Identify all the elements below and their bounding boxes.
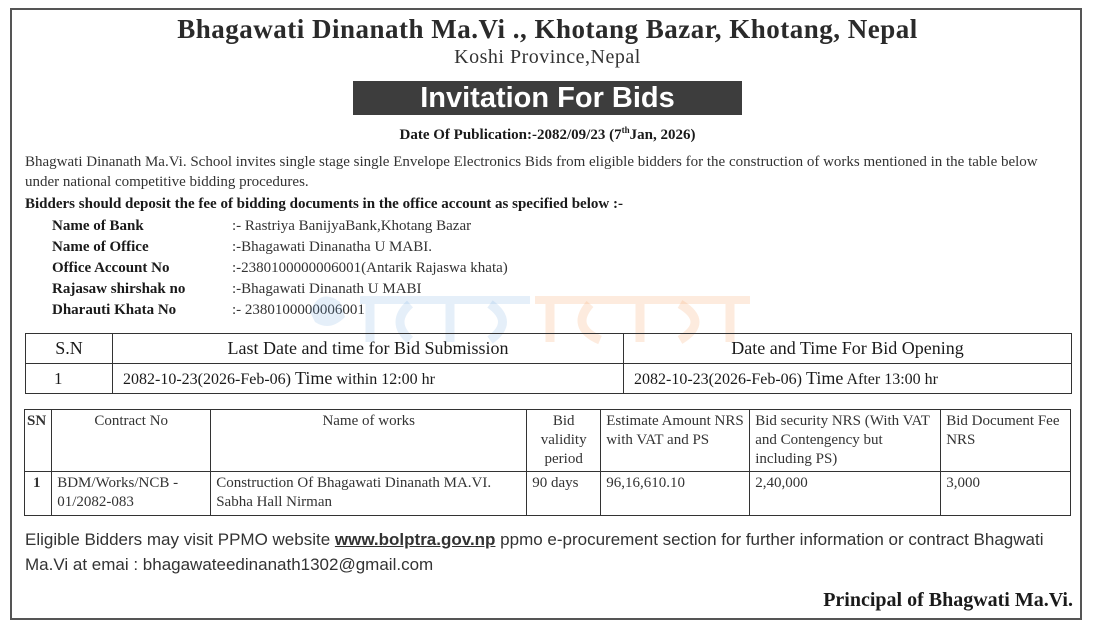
works-header: Name of works <box>211 410 527 472</box>
ppmo-website-link[interactable]: www.bolptra.gov.np <box>334 530 496 549</box>
bank-detail-value: :- Rastriya BanijyaBank,Khotang Bazar <box>232 218 472 234</box>
signature: Principal of Bhagwati Ma.Vi. <box>823 589 1073 611</box>
works-header: Contract No <box>52 410 211 472</box>
bank-details <box>52 216 508 321</box>
works-table <box>24 409 1071 516</box>
deposit-heading: Bidders should deposit the fee of bidding documents in the office account as specified below :- <box>25 196 623 212</box>
bank-detail-row <box>52 300 508 321</box>
bank-detail-value: :- 2380100000006001 <box>232 302 365 318</box>
bank-detail-row <box>52 279 508 300</box>
bank-detail-row <box>52 237 508 258</box>
works-security: 2,40,000 <box>750 472 941 516</box>
footer-note: Eligible Bidders may visit PPMO website www.bolptra.gov.np ppmo e-procurement section for further information or contract Bhagwati Ma.Vi at emai : bhagawateedinanath1302@gmail.com <box>25 530 1044 574</box>
schedule-header: Last Date and time for Bid Submission <box>113 334 624 364</box>
school-title: Bhagawati Dinanath Ma.Vi ., Khotang Bazar, Khotang, Nepal <box>177 14 918 44</box>
intro-paragraph: Bhagwati Dinanath Ma.Vi. School invites single stage single Envelope Electronics Bids from eligible bidders for the construction of works mentioned in the table below under national competitive bidding procedures. <box>25 154 1038 190</box>
works-contract-no: BDM/Works/NCB - 01/2082-083 <box>52 472 211 516</box>
bank-detail-label: Rajasaw shirshak no <box>52 281 186 297</box>
works-header: Bid validity period <box>527 410 601 472</box>
schedule-opening: 2082-10-23(2026-Feb-06) Time After 13:00 hr <box>624 364 1072 394</box>
schedule-header: S.N <box>26 334 113 364</box>
works-name: Construction Of Bhagawati Dinanath MA.VI. Sabha Hall Nirman <box>211 472 527 516</box>
works-fee: 3,000 <box>941 472 1071 516</box>
invitation-banner: Invitation For Bids <box>353 81 742 115</box>
bid-schedule-table <box>25 333 1072 394</box>
works-header: Bid Document Fee NRS <box>941 410 1071 472</box>
bank-detail-row <box>52 258 508 279</box>
bank-detail-label: Name of Office <box>52 239 149 255</box>
works-sn: 1 <box>25 472 52 516</box>
bank-detail-label: Office Account No <box>52 260 170 276</box>
bank-detail-label: Dharauti Khata No <box>52 302 177 318</box>
works-validity: 90 days <box>527 472 601 516</box>
works-header: SN <box>25 410 52 472</box>
schedule-submission: 2082-10-23(2026-Feb-06) Time within 12:00 hr <box>113 364 624 394</box>
table-row <box>25 472 1071 516</box>
bank-detail-row <box>52 216 508 237</box>
works-estimate: 96,16,610.10 <box>601 472 750 516</box>
bank-detail-value: :-2380100000006001(Antarik Rajaswa khata) <box>232 260 508 276</box>
schedule-sn: 1 <box>26 364 113 394</box>
works-header: Bid security NRS (With VAT and Contengency but including PS) <box>750 410 941 472</box>
schedule-header: Date and Time For Bid Opening <box>624 334 1072 364</box>
bank-detail-value: :-Bhagawati Dinanatha U MABI. <box>232 239 432 255</box>
province-subtitle: Koshi Province,Nepal <box>454 46 641 68</box>
works-header: Estimate Amount NRS with VAT and PS <box>601 410 750 472</box>
publication-date: Date Of Publication:-2082/09/23 (7thJan, 2026) <box>399 125 696 143</box>
bank-detail-label: Name of Bank <box>52 218 144 234</box>
bank-detail-value: :-Bhagawati Dinanath U MABI <box>232 281 422 297</box>
